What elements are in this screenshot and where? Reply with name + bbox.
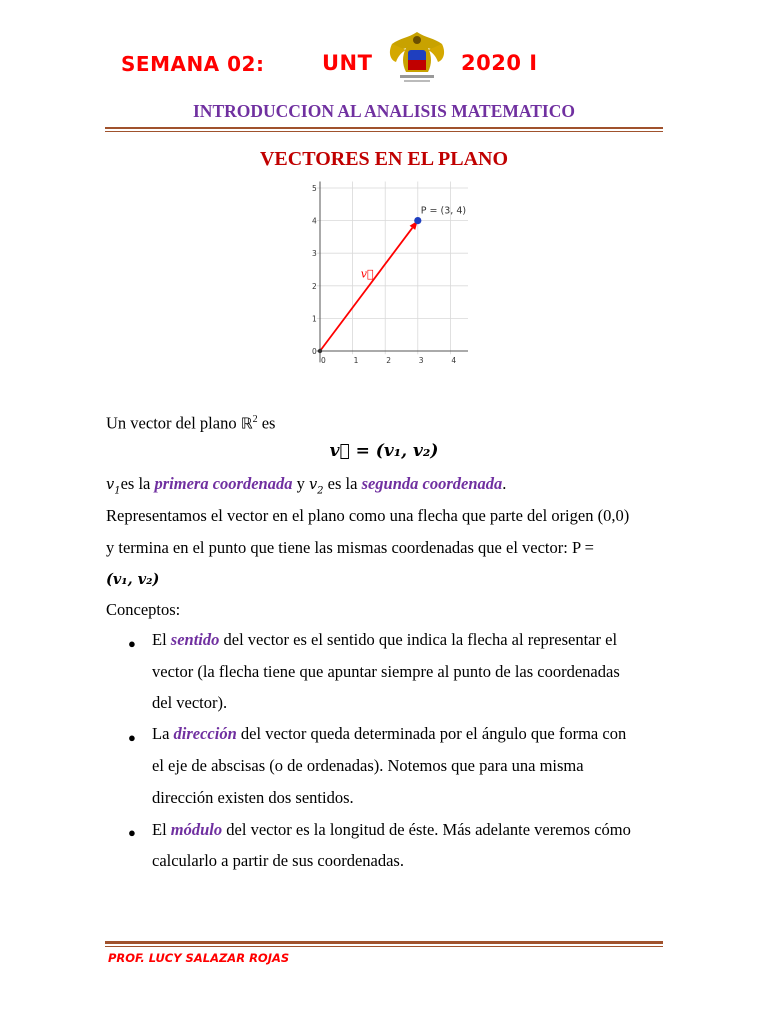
vector-arrow [320,228,412,351]
bullet-icon: ● [128,730,136,745]
vector-label: v⃗ [360,267,374,281]
direccion-term: dirección [173,724,237,743]
week-label: SEMANA 02: [121,52,265,76]
modulo-term: módulo [170,820,223,839]
representation-line-2: y termina en el punto que tiene las mismas coordenadas que el vector: P = [106,538,594,557]
sentido-line-3: del vector). [152,693,228,712]
x-tick-label: 3 [418,356,424,365]
real-set-exponent: 2 [252,414,258,425]
x-tick-label: 4 [451,356,457,365]
document-title: VECTORES EN EL PLANO [259,148,509,170]
y-tick-label: 3 [312,249,317,259]
vector-equation: v⃗ = (v₁, v₂) [329,441,439,461]
intro-text: Un vector del plano [106,413,241,433]
x-tick-label: 2 [386,356,391,365]
header-divider [105,127,663,129]
sentido-line-1: El sentido del vector es el sentido que indica la flecha al representar el [152,630,618,649]
modulo-line-2: calcularlo a partir de sus coordenadas. [152,851,404,870]
v2-subscript: 2 [317,485,324,497]
point-p [414,217,421,224]
direccion-line-3: dirección existen dos sentidos. [152,788,354,807]
term-label: 2020 I [461,51,538,75]
v1-subscript: 1 [114,485,121,497]
y-tick-label: 1 [312,314,317,324]
v1-symbol: v [106,477,115,493]
representation-line-1: Representamos el vector en el plano como una flecha que parte del origen (0,0) [106,506,630,525]
v2-symbol: v [308,477,318,493]
sentido-line-2: vector (la flecha tiene que apuntar siempre al punto de las coordenadas [152,662,620,681]
intro-end: es [257,413,276,433]
footer-author: PROF. LUCY SALAZAR ROJAS [108,951,290,965]
direccion-line-2: el eje de abscisas (o de ordenadas). Notemos que para una misma [152,756,584,775]
point-p-label: P = (3, 4) [420,205,467,217]
sentido-term: sentido [170,630,220,649]
bullet-icon: ● [128,636,136,651]
origin-point [318,349,322,353]
segunda-coordenada: segunda coordenada [361,474,503,493]
y-tick-label: 4 [312,216,317,226]
primera-coordenada: primera coordenada [154,474,293,493]
y-tick-label: 2 [312,281,317,291]
x-tick-label: 1 [353,356,359,365]
representation-line-3: (v₁, v₂) [106,571,160,588]
intro-line [106,410,275,434]
vector-figure [298,178,468,374]
y-tick-label: 5 [312,184,317,193]
header-divider-thin [105,131,663,132]
footer-divider-thin [105,946,663,947]
footer-divider [105,941,663,944]
direccion-line-1: La dirección del vector queda determinada por el ángulo que forma con [152,724,627,743]
subject-heading: INTRODUCCION AL ANALISIS MATEMATICO [193,101,575,121]
x-tick-label: 0 [321,356,326,365]
bullet-icon: ● [128,825,136,840]
real-set-symbol: ℝ [240,414,253,433]
institution-label: UNT [322,51,373,75]
modulo-line-1: El módulo del vector es la longitud de éste. Más adelante veremos cómo [152,820,631,839]
concepts-heading: Conceptos: [106,600,181,619]
y-tick-label: 0 [312,347,317,356]
coordinates-line: $v_1es$ la primera coordenada y $v_2$ es la segunda coordenada. [106,474,507,497]
university-logo-icon [386,28,448,86]
